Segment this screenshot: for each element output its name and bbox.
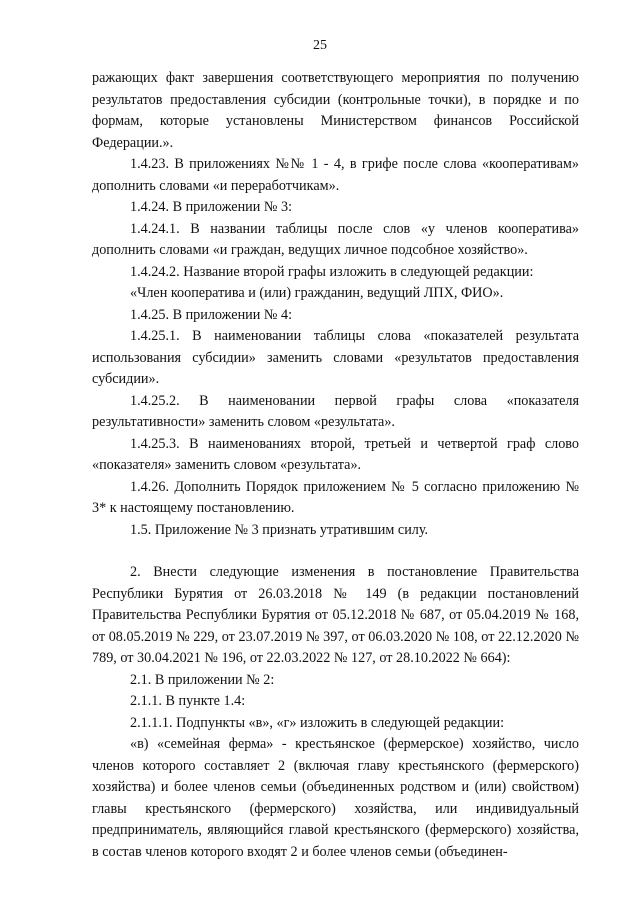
paragraph-2-1: 2.1. В приложении № 2: bbox=[130, 671, 275, 688]
paragraph-1-4-25-2: 1.4.25.2. В наименовании первой графы слова «показателя результативности» заменить словом «результата». bbox=[92, 392, 579, 430]
paragraph-1-4-26: 1.4.26. Дополнить Порядок приложением № 5 согласно приложению № 3* к настоящему постановлению. bbox=[92, 478, 579, 516]
paragraph-1-4-23: 1.4.23. В приложениях №№ 1 - 4, в грифе после слова «кооперативам» дополнить словами «и переработчикам». bbox=[92, 156, 579, 194]
paragraph-1-4-25: 1.4.25. В приложении № 4: bbox=[130, 306, 293, 323]
paragraph-1-4-25-1: 1.4.25.1. В наименовании таблицы слова «показателей результата использования субсидии» заменить словами «результатов предоставления субсидии». bbox=[92, 328, 579, 387]
paragraph-2-1-1: 2.1.1. В пункте 1.4: bbox=[130, 693, 246, 709]
page-number: 25 bbox=[313, 38, 327, 53]
paragraph-1-4-24: 1.4.24. В приложении № 3: bbox=[130, 199, 293, 215]
paragraph-2-1-1-1: 2.1.1.1. Подпункты «в», «г» изложить в следующей редакции: bbox=[130, 714, 505, 731]
paragraph-family-farm: «в) «семейная ферма» - крестьянское (фермерское) хозяйство, число членов которого составляет 2 (включая главу крестьянского (фермерского) хозяйства) и более членов семьи (объединенных родством и (или) свойством) главы крестьянского (фермерского) хозяйства, или индивидуальный предприниматель, являющийся главой крестьянского (фермерского) хозяйства, в состав членов которого входят 2 и более членов семьи (объединен- bbox=[92, 736, 579, 860]
paragraph-1-4-24-2: 1.4.24.2. Название второй графы изложить в следующей редакции: bbox=[130, 263, 534, 280]
paragraph-continuation: ражающих факт завершения соответствующего мероприятия по получению результатов предоставления субсидии (контрольные точки), в порядке и по формам, которые установлены Министерством финансов Российской Федерации.». bbox=[92, 70, 579, 151]
paragraph-quote-member: «Член кооператива и (или) гражданин, ведущий ЛПХ, ФИО». bbox=[130, 285, 504, 301]
document-body bbox=[92, 68, 579, 863]
paragraph-1-5: 1.5. Приложение № 3 признать утратившим силу. bbox=[130, 521, 429, 538]
paragraph-1-4-24-1: 1.4.24.1. В названии таблицы после слов «у членов кооператива» дополнить словами «и граждан, ведущих личное подсобное хозяйство». bbox=[92, 220, 579, 258]
paragraph-1-4-25-3: 1.4.25.3. В наименованиях второй, третьей и четвертой граф слово «показателя» заменить словом «результата». bbox=[92, 435, 579, 473]
paragraph-2: 2. Внести следующие изменения в постановление Правительства Республики Бурятия от 26.03.2018 № 149 (в редакции постановлений Правительства Республики Бурятия от 05.12.2018 № 687, от 05.04.2019 № 168, от 08.05.2019 № 229, от 23.07.2019 № 397, от 06.03.2020 № 108, от 22.12.2020 № 789, от 30.04.2021 № 196, от 22.03.2022 № 127, от 28.10.2022 № 664): bbox=[92, 564, 579, 666]
paragraph-gap bbox=[92, 541, 579, 562]
